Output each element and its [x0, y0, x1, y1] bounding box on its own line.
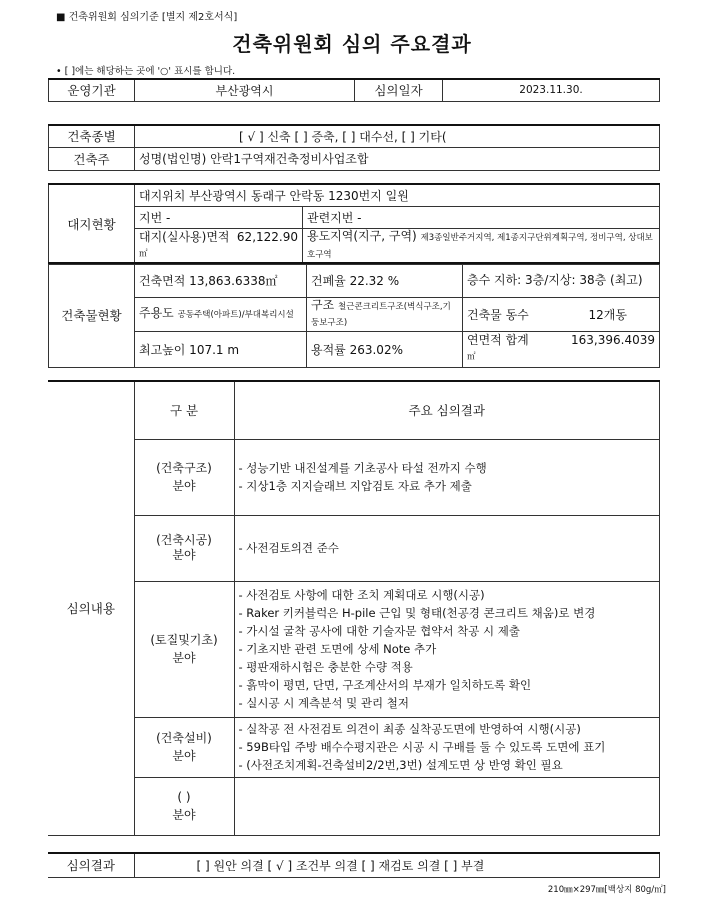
result-label: 심의결과: [48, 853, 134, 877]
building-area: 건축면적 13,863.6338㎡: [135, 263, 307, 297]
finding-item: - 59B타입 주방 배수수평지관은 시공 시 구배를 둘 수 있도록 도면에 표기: [238, 740, 606, 754]
review-findings: [234, 777, 660, 835]
instruction-note: • [ ]에는 해당하는 곳에 '○' 표시를 합니다.: [56, 66, 236, 77]
structure-label: 구조: [311, 298, 335, 312]
review-row: [48, 581, 660, 717]
owner-label: 건축주: [49, 147, 135, 170]
category-name: (건축시공): [156, 533, 212, 547]
site-area: [135, 228, 303, 264]
result-value: [ ] 원안 의결 [ √ ] 조건부 의결 [ ] 재검토 의결 [ ] 부결: [134, 853, 660, 877]
review-findings: [234, 439, 660, 515]
review-table: [48, 380, 660, 836]
site-location: 대지위치 부산광역시 동래구 안락동 1230번지 일원: [135, 184, 660, 206]
category-name: (건축설비): [156, 731, 212, 745]
lot-number: 지번 -: [135, 206, 303, 228]
review-findings: [234, 515, 660, 581]
type-value: [ √ ] 신축 [ ] 증축, [ ] 대수선, [ ] 기타(: [135, 125, 660, 147]
org-value: 부산광역시: [135, 79, 355, 101]
page-title: 건축위원회 심의 주요결과: [232, 32, 472, 56]
review-findings: [234, 717, 660, 777]
finding-item: - 지상1층 지지슬래브 지압검토 자료 추가 제출: [238, 479, 472, 493]
main-use-label: 주용도: [139, 306, 174, 320]
finding-item: - Raker 키커블럭은 H-pile 근입 및 형태(천공경 콘크리트 채움)로 변경: [238, 606, 596, 620]
review-row: [48, 515, 660, 581]
category-name: (토질및기초): [150, 633, 218, 647]
category-suffix: 분야: [172, 651, 196, 665]
zone-value: 제3종일반주거지역, 제1종지구단위계획구역, 정비구역, 상대보호구역: [307, 233, 653, 260]
structure: [307, 297, 463, 331]
main-use-value: 공동주택(아파트)/부대복리시설: [177, 310, 294, 320]
zone-label: 용도지역(지구, 구역): [307, 229, 417, 243]
date-value: 2023.11.30.: [443, 79, 660, 101]
site-table: [48, 183, 660, 265]
coverage-ratio: 건폐율 22.32 %: [307, 263, 463, 297]
max-height: 최고높이 107.1 m: [135, 331, 307, 367]
site-area-label: 대지(실사용)면적: [139, 230, 230, 244]
finding-item: - 가시설 굴착 공사에 대한 기술자문 협약서 착공 시 제출: [238, 624, 520, 638]
category-name: (건축구조): [156, 461, 212, 475]
review-row: [48, 777, 660, 835]
total-floor-area: [463, 331, 660, 367]
type-label: 건축종별: [49, 125, 135, 147]
total-area-label: 연면적 합계: [467, 333, 529, 347]
result-header: 주요 심의결과: [234, 381, 660, 439]
finding-item: - 실착공 전 사전검토 의견이 최종 실착공도면에 반영하여 시행(시공): [238, 722, 581, 736]
related-lot: 관련지번 -: [303, 206, 660, 228]
date-label: 심의일자: [355, 79, 443, 101]
finding-item: - 사전검토의견 준수: [238, 541, 339, 555]
type-owner-table: [48, 124, 660, 171]
building-count-label: 건축물 동수: [467, 307, 529, 322]
building-label: 건축물현황: [49, 263, 135, 367]
review-category: [134, 717, 234, 777]
category-suffix: 분야: [172, 479, 196, 493]
org-label: 운영기관: [49, 79, 135, 101]
finding-item: - 평판재하시험은 충분한 수량 적용: [238, 660, 413, 674]
main-use: [135, 297, 307, 331]
review-findings: [234, 581, 660, 717]
zone: [303, 228, 660, 264]
paper-spec: 210㎜×297㎜[백상지 80g/㎡]: [547, 885, 666, 895]
owner-value: 성명(법인명) 안락1구역재건축정비사업조합: [135, 147, 660, 170]
site-label: 대지현황: [49, 184, 135, 264]
finding-item: - 사전검토 사항에 대한 조치 계획대로 시행(시공): [238, 588, 485, 602]
building-count-value: 12개동: [588, 307, 627, 322]
review-row: [48, 439, 660, 515]
review-category: [134, 581, 234, 717]
finding-item: - 실시공 시 계측분석 및 관리 철저: [238, 696, 409, 710]
finding-item: - 성능기반 내진설계를 기초공사 타설 전까지 수행: [238, 461, 487, 475]
category-header: 구 분: [134, 381, 234, 439]
building-count: [463, 297, 660, 331]
category-suffix: 분야: [172, 548, 196, 562]
review-category: [134, 515, 234, 581]
floor-area-ratio: 용적률 263.02%: [307, 331, 463, 367]
finding-item: - (사전조치계획-건축설비2/2번,3번) 설계도면 상 반영 확인 필요: [238, 758, 563, 772]
total-area-value: 163,396.4039: [571, 333, 655, 347]
review-row: [48, 717, 660, 777]
category-suffix: 분야: [172, 808, 196, 822]
total-area-unit: ㎡: [467, 352, 476, 362]
result-table: [48, 852, 660, 878]
category-suffix: 분야: [172, 749, 196, 763]
floor-count: 층수 지하: 3층/지상: 38층 (최고): [463, 263, 660, 297]
org-table: [48, 78, 660, 102]
review-label: 심의내용: [48, 381, 134, 835]
review-category: [134, 777, 234, 835]
site-area-unit: ㎡: [139, 249, 148, 259]
finding-item: - 기초지반 관련 도면에 상세 Note 추가: [238, 642, 437, 656]
form-header: ■ 건축위원회 심의기준 [별지 제2호서식]: [56, 12, 238, 23]
category-name: ( ): [177, 790, 191, 804]
structure-value: 철근콘크리트구조(벽식구조,기둥보구조): [311, 302, 451, 328]
finding-item: - 흙막이 평면, 단면, 구조계산서의 부재가 일치하도록 확인: [238, 678, 532, 692]
site-area-value: 62,122.90: [236, 230, 298, 244]
building-table: [48, 262, 660, 368]
review-category: [134, 439, 234, 515]
